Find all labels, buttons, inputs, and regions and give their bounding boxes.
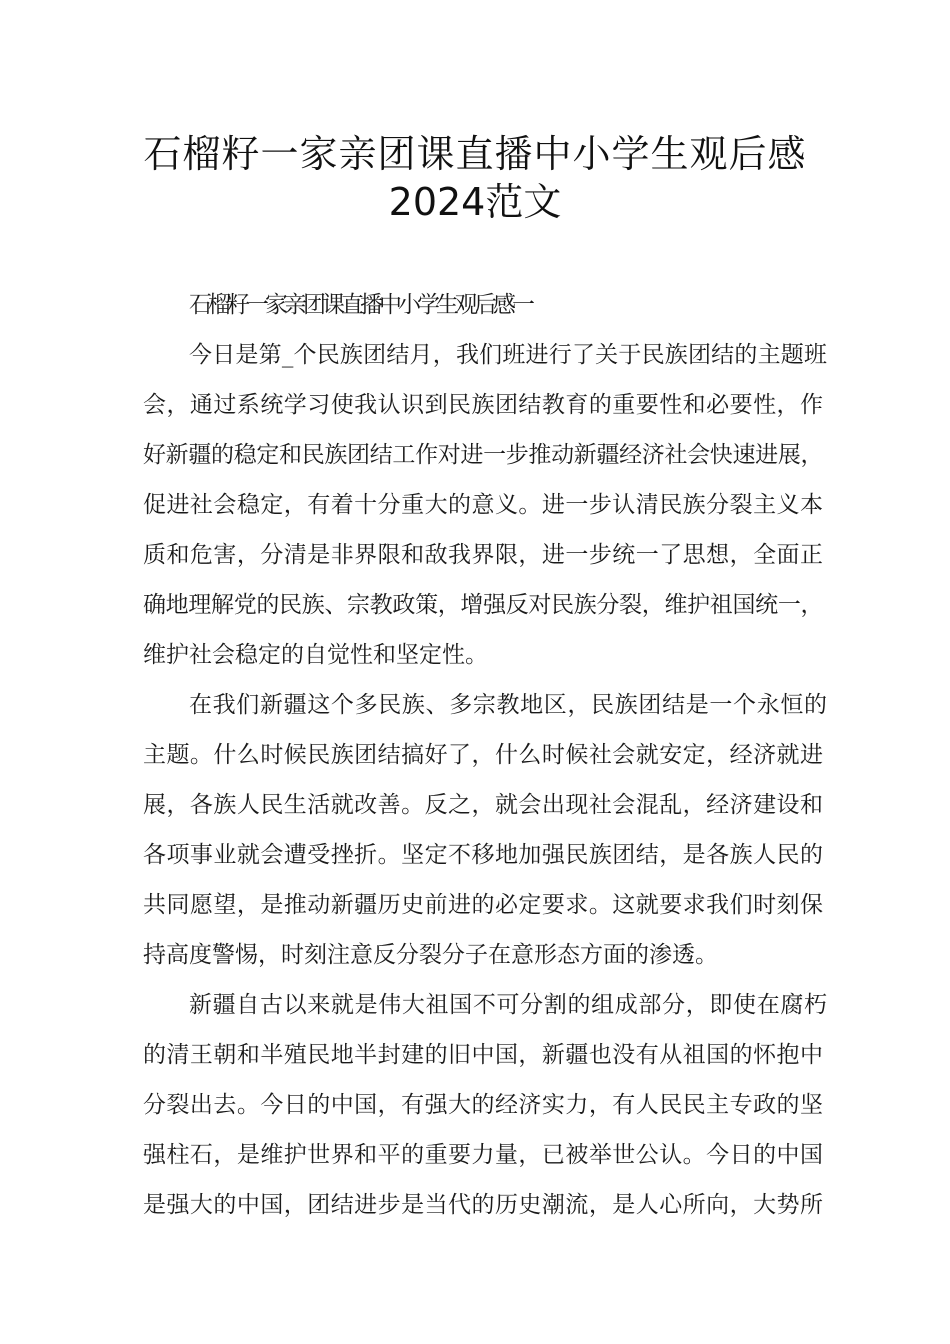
body-text-line: 强柱石，是维护世界和平的重要力量，已被举世公认。今日的中国 (143, 1142, 823, 1168)
body-text-line: 会，通过系统学习使我认识到民族团结教育的重要性和必要性，作 (143, 392, 823, 418)
body-text-line: 石榴籽一家亲团课直播中小学生观后感一 (189, 292, 531, 318)
body-text-line: 的清王朝和半殖民地半封建的旧中国，新疆也没有从祖国的怀抱中 (143, 1042, 823, 1068)
body-text-line: 今日是第_个民族团结月，我们班进行了关于民族团结的主题班 (189, 342, 823, 368)
body-text-line: 维护社会稳定的自觉性和坚定性。 (143, 642, 488, 668)
document-title-line-1: 石榴籽一家亲团课直播中小学生观后感 (143, 132, 807, 176)
body-text-line: 新疆自古以来就是伟大祖国不可分割的组成部分，即使在腐朽 (189, 992, 823, 1018)
body-text-line: 质和危害，分清是非界限和敌我界限，进一步统一了思想，全面正 (143, 542, 823, 568)
body-text-line: 在我们新疆这个多民族、多宗教地区，民族团结是一个永恒的 (189, 692, 823, 718)
body-text-line: 确地理解党的民族、宗教政策，增强反对民族分裂，维护祖国统一， (143, 592, 823, 618)
body-text-line: 持高度警惕，时刻注意反分裂分子在意形态方面的渗透。 (143, 942, 718, 968)
document-title-line-2: 2024范文 (388, 180, 562, 224)
body-text-line: 主题。什么时候民族团结搞好了，什么时候社会就安定，经济就进 (143, 742, 823, 768)
body-text-line: 各项事业就会遭受挫折。坚定不移地加强民族团结，是各族人民的 (143, 842, 823, 868)
document-body (143, 280, 823, 1230)
body-text-line: 展，各族人民生活就改善。反之，就会出现社会混乱，经济建设和 (143, 792, 823, 818)
body-text-line: 是强大的中国，团结进步是当代的历史潮流，是人心所向，大势所 (143, 1192, 823, 1218)
body-text-line: 促进社会稳定，有着十分重大的意义。进一步认清民族分裂主义本 (143, 492, 823, 518)
body-text-line: 好新疆的稳定和民族团结工作对进一步推动新疆经济社会快速进展， (143, 442, 823, 468)
body-text-line: 分裂出去。今日的中国，有强大的经济实力，有人民民主专政的坚 (143, 1092, 823, 1118)
body-text-line: 共同愿望，是推动新疆历史前进的必定要求。这就要求我们时刻保 (143, 892, 823, 918)
